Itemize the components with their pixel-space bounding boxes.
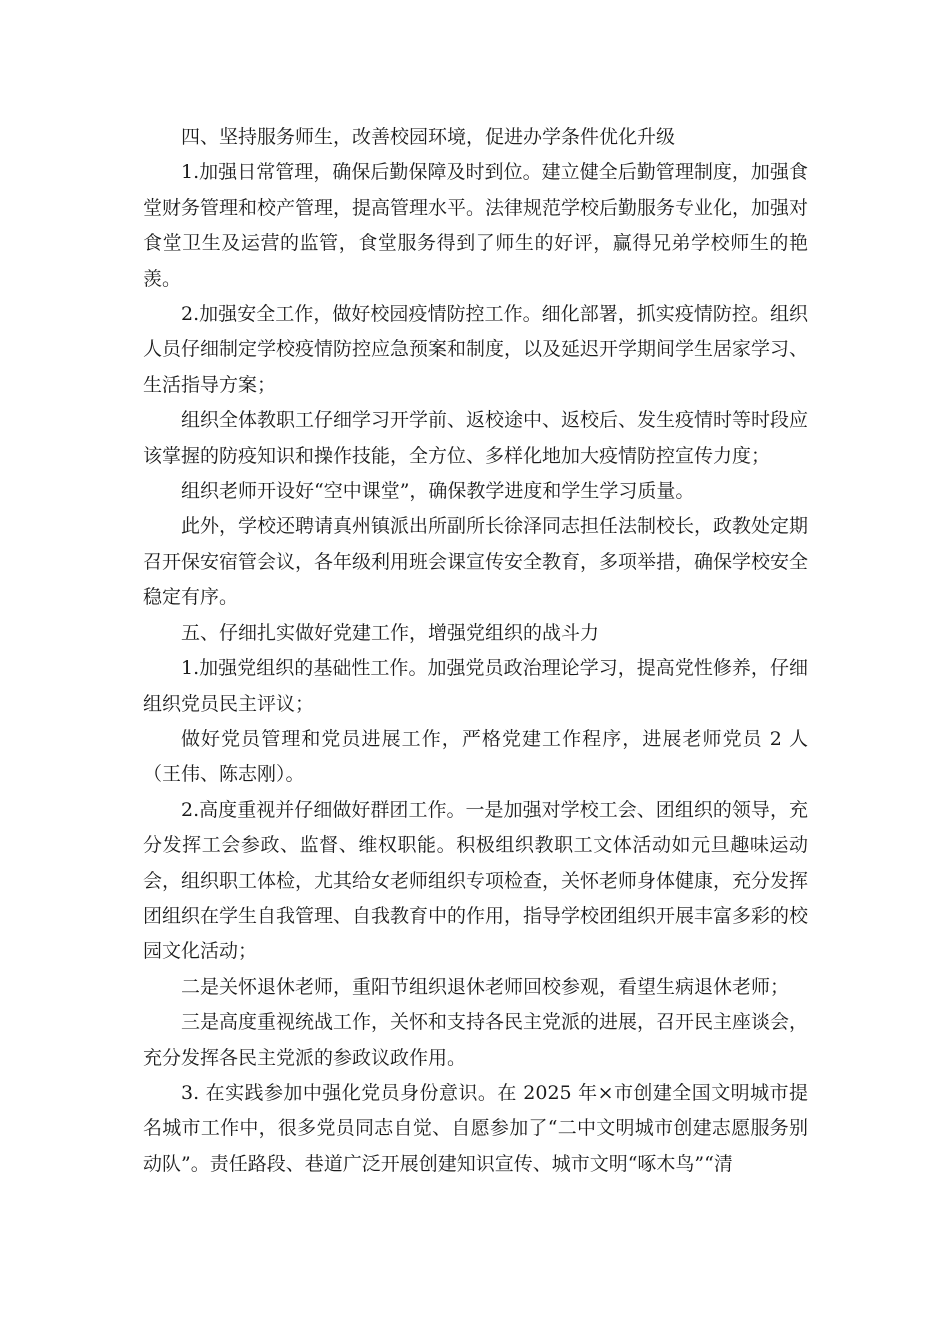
paragraph-safety-work: 2.加强安全工作，做好校园疫情防控工作。细化部署，抓实疫情防控。组织人员仔细制定学校疫情防控应急预案和制度，以及延迟开学期间学生居家学习、生活指导方案；: [143, 303, 809, 396]
paragraph-retired-teachers: 二是关怀退休老师，重阳节组织退休老师回校参观，看望生病退休老师；: [181, 975, 790, 998]
paragraph-staff-training: 组织全体教职工仔细学习开学前、返校途中、返校后、发生疫情时等时段应该掌握的防疫知识和操作技能，全方位、多样化地加大疫情防控宣传力度；: [143, 409, 809, 467]
document-body: [143, 120, 808, 1182]
paragraph-party-basics: 1.加强党组织的基础性工作。加强党员政治理论学习，提高党性修养，仔细组织党员民主评议；: [143, 657, 808, 715]
paragraph-air-classroom: 组织老师开设好“空中课堂”，确保教学进度和学生学习质量。: [181, 480, 695, 503]
paragraph-logistics-management: 1.加强日常管理，确保后勤保障及时到位。建立健全后勤管理制度，加强食堂财务管理和校产管理，提高管理水平。法律规范学校后勤服务专业化，加强对食堂卫生及运营的监管，食堂服务得到了师生的好评，赢得兄弟学校师生的艳羡。: [143, 161, 809, 290]
paragraph-united-front: 三是高度重视统战工作，关怀和支持各民主党派的进展，召开民主座谈会，充分发挥各民主党派的参政议政作用。: [143, 1011, 809, 1069]
paragraph-legal-principal: 此外，学校还聘请真州镇派出所副所长徐泽同志担任法制校长，政教处定期召开保安宿管会议，各年级利用班会课宣传安全教育，多项举措，确保学校安全稳定有序。: [143, 515, 809, 609]
section-heading-four: 四、坚持服务师生，改善校园环境，促进办学条件优化升级: [181, 126, 676, 148]
paragraph-mass-organizations: 2.高度重视并仔细做好群团工作。一是加强对学校工会、团组织的领导，充分发挥工会参政、监督、维权职能。积极组织教职工文体活动如元旦趣味运动会，组织职工体检，尤其给女老师组织专项检查，关怀老师身体健康，充分发挥团组织在学生自我管理、自我教育中的作用，指导学校团组织开展丰富多彩的校园文化活动；: [143, 798, 809, 963]
paragraph-party-member-development: 做好党员管理和党员进展工作，严格党建工作程序，进展老师党员 2 人（王伟、陈志刚）。: [143, 727, 808, 786]
paragraph-civilized-city: 3. 在实践参加中强化党员身份意识。在 2025 年×市创建全国文明城市提名城市工作中，很多党员同志自觉、自愿参加了“二中文明城市创建志愿服务别动队”。责任路段、巷道广泛开展创建知识宣传、城市文明“啄木鸟”“清: [143, 1081, 808, 1175]
section-heading-five: 五、仔细扎实做好党建工作，增强党组织的战斗力: [181, 621, 600, 644]
